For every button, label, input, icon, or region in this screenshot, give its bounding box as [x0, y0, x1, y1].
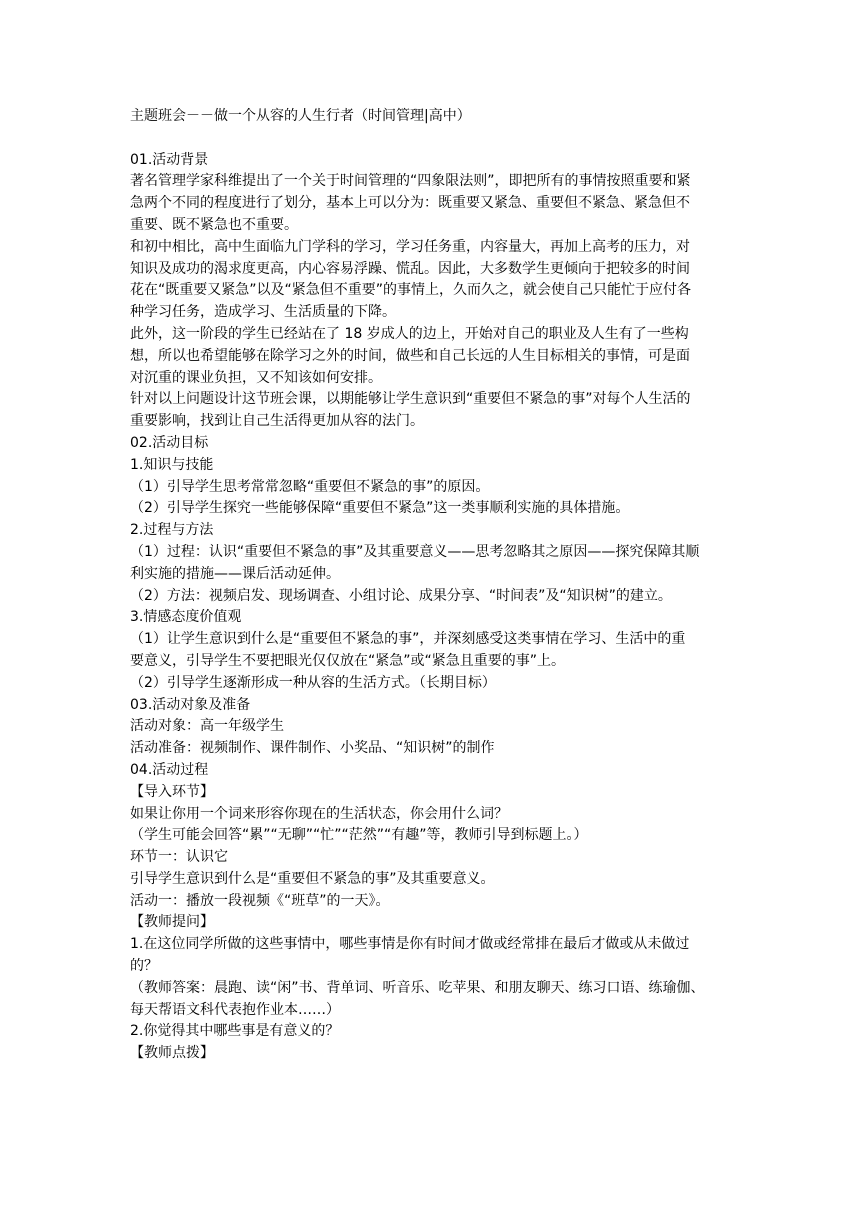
text-line: 对沉重的课业负担，又不知该如何安排。 [130, 369, 382, 386]
text-line: 3.情感态度价值观 [130, 609, 242, 626]
text-line: 和初中相比，高中生面临九门学科的学习，学习任务重，内容量大，再加上高考的压力，对 [130, 238, 690, 255]
text-line: 【教师点拨】 [130, 1045, 214, 1062]
text-line: （2）方法：视频启发、现场调查、小组讨论、成果分享、“时间表”及“知识树”的建立。 [130, 587, 672, 604]
text-line: 1.在这位同学所做的这些事情中，哪些事情是你有时间才做或经常排在最后才做或从未做过 [130, 936, 690, 953]
text-line: 的？ [130, 958, 158, 975]
text-line: （1）让学生意识到什么是“重要但不紧急的事”，并深刻感受这类事情在学习、生活中的重 [130, 631, 686, 648]
text-line: （学生可能会回答“累”“无聊”“忙”“茫然”“有趣”等，教师引导到标题上。） [130, 827, 588, 844]
text-line: 重要、既不紧急也不重要。 [130, 216, 298, 233]
text-line: 04.活动过程 [130, 761, 209, 778]
text-line: 2.过程与方法 [130, 522, 214, 539]
text-line: 利实施的措施——课后活动延伸。 [130, 565, 340, 582]
text-line: 著名管理学家科维提出了一个关于时间管理的“四象限法则”，即把所有的事情按照重要和紧 [130, 173, 691, 190]
text-line: 每天帮语文科代表抱作业本……） [130, 1001, 340, 1018]
text-line: 引导学生意识到什么是“重要但不紧急的事”及其重要意义。 [130, 870, 495, 887]
text-line: 知识及成功的渴求度更高，内心容易浮躁、慌乱。因此，大多数学生更倾向于把较多的时间 [130, 260, 690, 277]
document-body [130, 106, 730, 1065]
text-line: 1.知识与技能 [130, 456, 214, 473]
text-line: 02.活动目标 [130, 434, 209, 451]
text-line: 重要影响，找到让自己生活得更加从容的法门。 [130, 413, 424, 430]
text-line: 此外，这一阶段的学生已经站在了 18 岁成人的边上，开始对自己的职业及人生有了一些构 [130, 325, 689, 342]
text-line: 如果让你用一个词来形容你现在的生活状态，你会用什么词？ [130, 805, 508, 822]
text-line: 活动对象：高一年级学生 [130, 718, 284, 735]
text-line: （2）引导学生探究一些能够保障“重要但不紧急”这一类事顺利实施的具体措施。 [130, 500, 630, 517]
text-line: 活动一：播放一段视频《“班草”的一天》。 [130, 892, 390, 909]
text-line: 03.活动对象及准备 [130, 696, 251, 713]
text-line: 活动准备：视频制作、课件制作、小奖品、“知识树”的制作 [130, 740, 495, 757]
text-line: 针对以上问题设计这节班会课，以期能够让学生意识到“重要但不紧急的事”对每个人生活的 [130, 391, 691, 408]
text-line: 急两个不同的程度进行了划分，基本上可以分为：既重要又紧急、重要但不紧急、紧急但不 [130, 195, 690, 212]
text-line: 要意义，引导学生不要把眼光仅仅放在“紧急”或“紧急且重要的事”上。 [130, 652, 566, 669]
text-line: （教师答案：晨跑、读“闲”书、背单词、听音乐、吃苹果、和朋友聊天、练习口语、练瑜伽、 [130, 979, 705, 996]
text-line: 环节一：认识它 [130, 849, 228, 866]
text-line: 2.你觉得其中哪些事是有意义的？ [130, 1023, 340, 1040]
text-line: 【导入环节】 [130, 783, 214, 800]
text-line: 【教师提问】 [130, 914, 214, 931]
text-line: 01.活动背景 [130, 151, 209, 168]
document-lines [130, 150, 730, 1065]
document-title: 主题班会－－做一个从容的人生行者（时间管理|高中） [130, 108, 471, 124]
text-line: 种学习任务，造成学习、生活质量的下降。 [130, 304, 396, 321]
text-line: （2）引导学生逐渐形成一种从容的生活方式。（长期目标） [130, 674, 496, 691]
text-line: 花在“既重要又紧急”以及“紧急但不重要”的事情上，久而久之，就会使自己只能忙于应付各 [130, 282, 692, 299]
text-line: （1）引导学生思考常常忽略“重要但不紧急的事”的原因。 [130, 478, 490, 495]
text-line: （1）过程：认识“重要但不紧急的事”及其重要意义——思考忽略其之原因——探究保障其顺 [130, 543, 700, 560]
text-line: 想，所以也希望能够在除学习之外的时间，做些和自己长远的人生目标相关的事情，可是面 [130, 347, 690, 364]
